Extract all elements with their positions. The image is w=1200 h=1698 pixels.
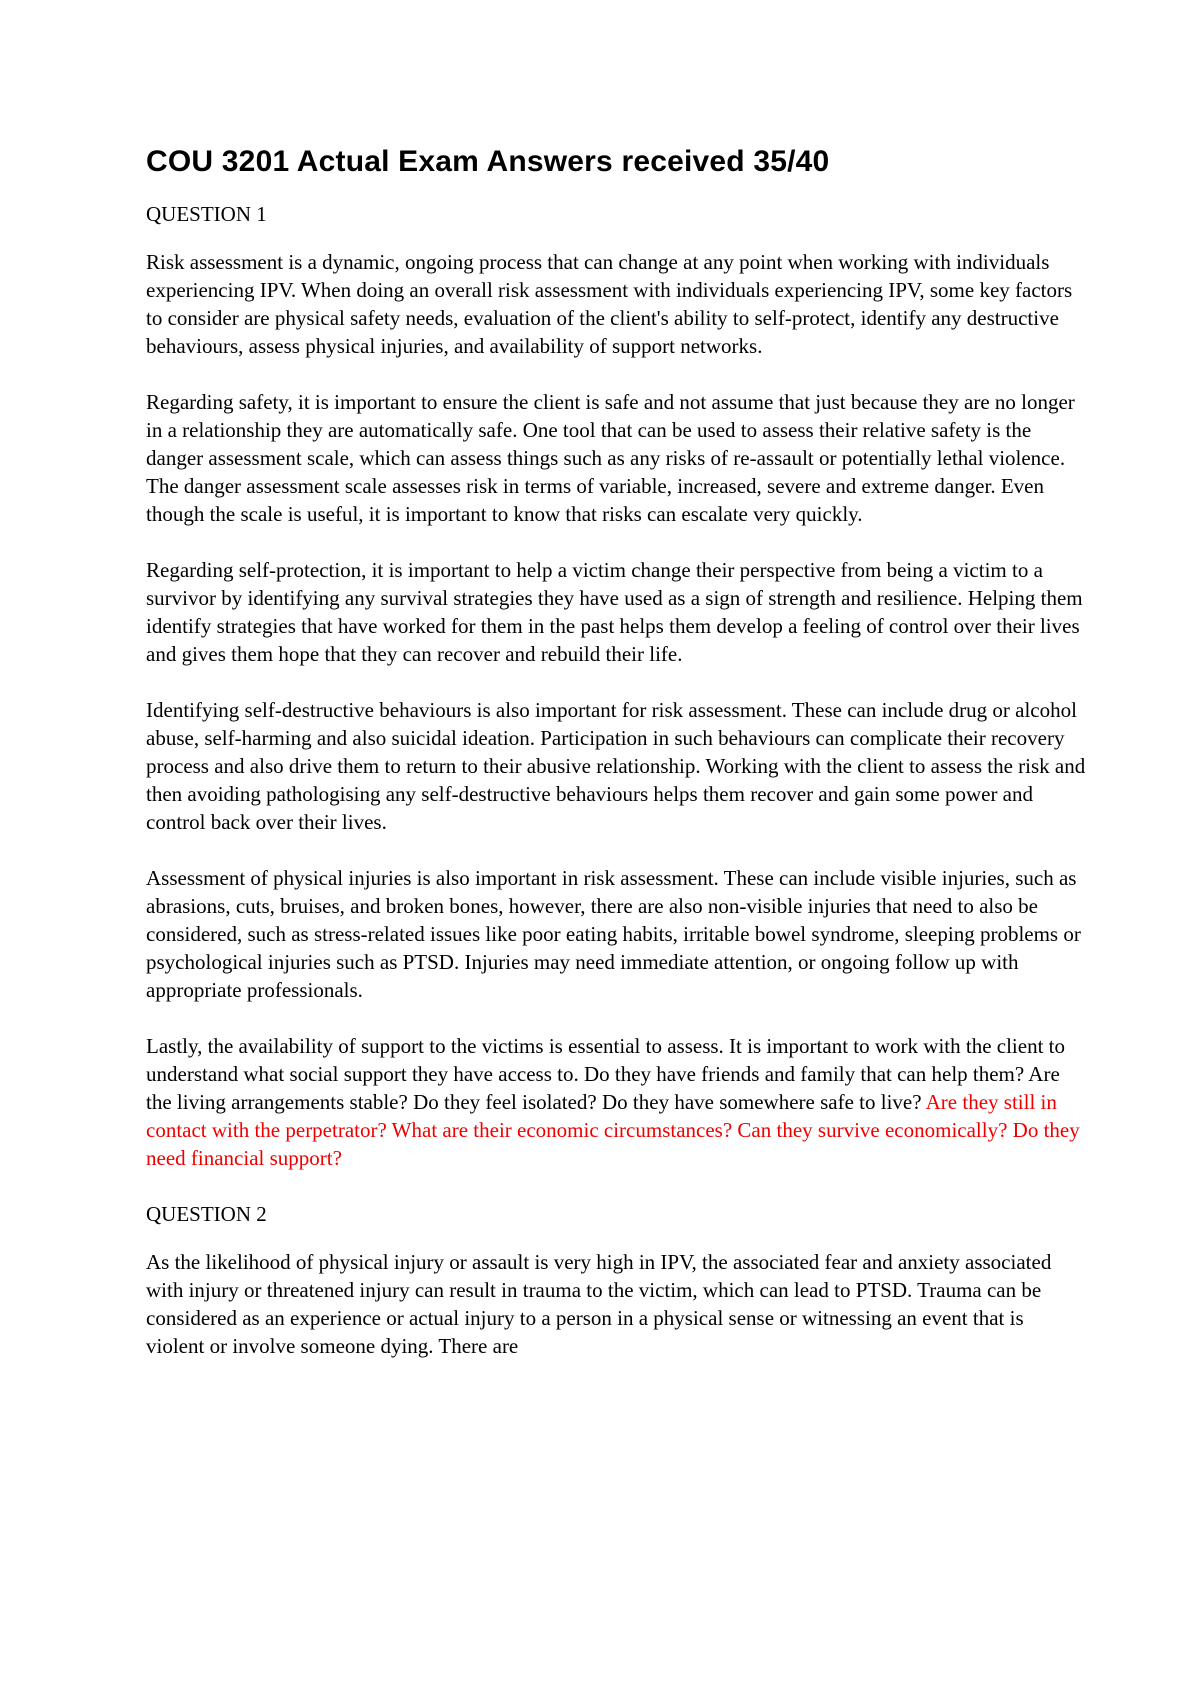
q1-paragraph-6 <box>146 1032 1086 1172</box>
question-2-heading: QUESTION 2 <box>146 1202 267 1226</box>
document-page <box>146 142 1086 1388</box>
q1-paragraph-6-text: Lastly, the availability of support to the victims is essential to assess. It is important to work with the client to understand what social support they have access to. Do they have friends and family that can help them? Are the living arrangements stable? Do they feel isolated? Do they have somewhere safe to live? <box>146 1034 1065 1114</box>
q2-paragraph-1: As the likelihood of physical injury or assault is very high in IPV, the associated fear and anxiety associated with injury or threatened injury can result in trauma to the victim, which can lead to PTSD. Trauma can be considered as an experience or actual injury to a person in a physical sense or witnessing an event that is violent or involve someone dying. There are <box>146 1250 1052 1358</box>
document-title: COU 3201 Actual Exam Answers received 35/40 <box>146 145 830 178</box>
q1-paragraph-4: Identifying self-destructive behaviours is also important for risk assessment. These can include drug or alcohol abuse, self-harming and also suicidal ideation. Participation in such behaviours can complicate their recovery process and also drive them to return to their abusive relationship. Working with the client to assess the risk and then avoiding pathologising any self-destructive behaviours helps them recover and gain some power and control back over their lives. <box>146 698 1086 834</box>
q1-paragraph-3: Regarding self-protection, it is important to help a victim change their perspective from being a victim to a survivor by identifying any survival strategies they have used as a sign of strength and resilience. Helping them identify strategies that have worked for them in the past helps them develop a feeling of control over their lives and gives them hope that they can recover and rebuild their life. <box>146 558 1083 666</box>
q1-paragraph-5: Assessment of physical injuries is also important in risk assessment. These can include visible injuries, such as abrasions, cuts, bruises, and broken bones, however, there are also non-visible injuries that need to also be considered, such as stress-related issues like poor eating habits, irritable bowel syndrome, sleeping problems or psychological injuries such as PTSD. Injuries may need immediate attention, or ongoing follow up with appropriate professionals. <box>146 866 1081 1002</box>
q1-paragraph-1: Risk assessment is a dynamic, ongoing process that can change at any point when working with individuals experiencing IPV. When doing an overall risk assessment with individuals experiencing IPV, some key factors to consider are physical safety needs, evaluation of the client's ability to self-protect, identify any destructive behaviours, assess physical injuries, and availability of support networks. <box>146 250 1073 358</box>
question-1-heading: QUESTION 1 <box>146 202 267 226</box>
q1-paragraph-2: Regarding safety, it is important to ensure the client is safe and not assume that just because they are no longer in a relationship they are automatically safe. One tool that can be used to assess their relative safety is the danger assessment scale, which can assess things such as any risks of re-assault or potentially lethal violence. The danger assessment scale assesses risk in terms of variable, increased, severe and extreme danger. Even though the scale is useful, it is important to know that risks can escalate very quickly. <box>146 390 1075 526</box>
q1-paragraph-6-highlighted-text: Are they still in contact with the perpetrator? What are their economic circumstances? Can they survive economically? Do they need financial support? <box>146 1090 1080 1170</box>
